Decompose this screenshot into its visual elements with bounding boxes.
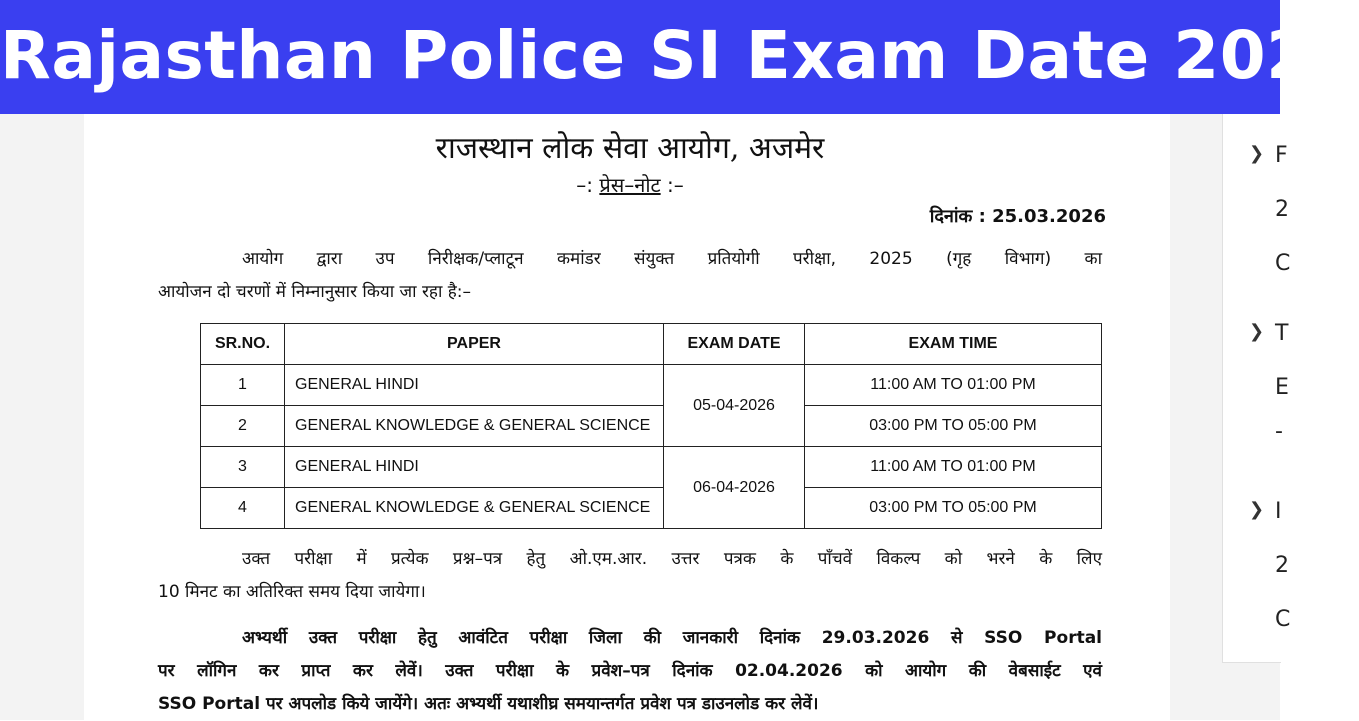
paper-cell: GENERAL HINDI [285, 447, 664, 488]
chevron-right-icon[interactable]: ❯ [1249, 499, 1265, 520]
press-suffix: :– [660, 173, 684, 197]
exam-date-cell: 05-04-2026 [664, 365, 805, 447]
sr-cell: 3 [201, 447, 285, 488]
intro-line-1: आयोग द्वारा उप निरीक्षक/प्लाटून कमांडर संयुक्त प्रतियोगी परीक्षा, 2025 (गृह विभाग) का [242, 249, 1102, 269]
header-sr-no: SR.NO. [201, 324, 285, 365]
paper-cell: GENERAL KNOWLEDGE & GENERAL SCIENCE [285, 406, 664, 447]
date-label: दिनांक : [929, 206, 993, 227]
organization-heading: राजस्थान लोक सेवा आयोग, अजमेर [435, 131, 825, 166]
exam-date-cell: 06-04-2026 [664, 447, 805, 529]
paper-cell: GENERAL KNOWLEDGE & GENERAL SCIENCE [285, 488, 664, 529]
admit-line-1: अभ्यर्थी उक्त परीक्षा हेतु आवंटित परीक्षा जिला की जानकारी दिनांक 29.03.2026 से SSO Portal [242, 628, 1102, 648]
sr-cell: 4 [201, 488, 285, 529]
title-banner [0, 0, 1359, 114]
press-note-label: प्रेस–नोट [599, 173, 661, 197]
related-post-3-line-2[interactable]: 2 [1275, 553, 1289, 578]
related-post-3-line-1[interactable]: I [1275, 499, 1282, 524]
related-post-2-line-2[interactable]: E [1275, 375, 1289, 400]
table-row [201, 365, 1102, 406]
chevron-right-icon[interactable]: ❯ [1249, 143, 1265, 164]
admit-line-2: पर लॉगिन कर प्राप्त कर लेवें। उक्त परीक्षा के प्रवेश–पत्र दिनांक 02.04.2026 को आयोग की वेबसाईट एवं [158, 661, 1102, 681]
exam-time-cell: 03:00 PM TO 05:00 PM [805, 406, 1102, 447]
sr-cell: 1 [201, 365, 285, 406]
header-exam-date: EXAM DATE [664, 324, 805, 365]
related-posts-panel [1222, 114, 1291, 663]
page-title: Rajasthan Police SI Exam Date 2026 [0, 17, 1359, 94]
related-post-3-line-3[interactable]: C [1275, 607, 1291, 632]
related-post-2-line-1[interactable]: T [1275, 321, 1289, 346]
related-post-1-line-2[interactable]: 2 [1275, 197, 1289, 222]
exam-time-cell: 03:00 PM TO 05:00 PM [805, 488, 1102, 529]
intro-line-2: आयोजन दो चरणों में निम्नानुसार किया जा रहा है:– [158, 282, 472, 302]
header-paper: PAPER [285, 324, 664, 365]
exam-time-cell: 11:00 AM TO 01:00 PM [805, 447, 1102, 488]
paper-cell: GENERAL HINDI [285, 365, 664, 406]
exam-time-cell: 11:00 AM TO 01:00 PM [805, 365, 1102, 406]
omr-paragraph [158, 543, 1102, 609]
omr-line-1: उक्त परीक्षा में प्रत्येक प्रश्न–पत्र हेतु ओ.एम.आर. उत्तर पत्रक के पाँचवें विकल्प को भरने के लिए [242, 549, 1102, 569]
exam-schedule-table [200, 323, 1102, 529]
admit-line-3: SSO Portal पर अपलोड किये जायेंगे। अतः अभ्यर्थी यथाशीघ्र समयान्तर्गत प्रवेश पत्र डाउनलोड कर लेवें। [158, 694, 819, 714]
related-post-1-line-1[interactable]: F [1275, 143, 1288, 168]
press-note-heading [0, 170, 1260, 200]
intro-paragraph [158, 243, 1102, 309]
press-prefix: –: [576, 173, 600, 197]
omr-line-2: 10 मिनट का अतिरिक्त समय दिया जायेगा। [158, 582, 426, 602]
table-header-row [201, 324, 1102, 365]
table-row [201, 447, 1102, 488]
date-value: 25.03.2026 [992, 206, 1106, 227]
chevron-right-icon[interactable]: ❯ [1249, 321, 1265, 342]
sr-cell: 2 [201, 406, 285, 447]
related-post-2-line-3[interactable]: - [1275, 419, 1283, 444]
related-post-1-line-3[interactable]: C [1275, 251, 1291, 276]
table-row [201, 488, 1102, 529]
notice-date [0, 202, 1106, 232]
header-exam-time: EXAM TIME [805, 324, 1102, 365]
admit-card-paragraph [158, 622, 1102, 721]
table-row [201, 406, 1102, 447]
